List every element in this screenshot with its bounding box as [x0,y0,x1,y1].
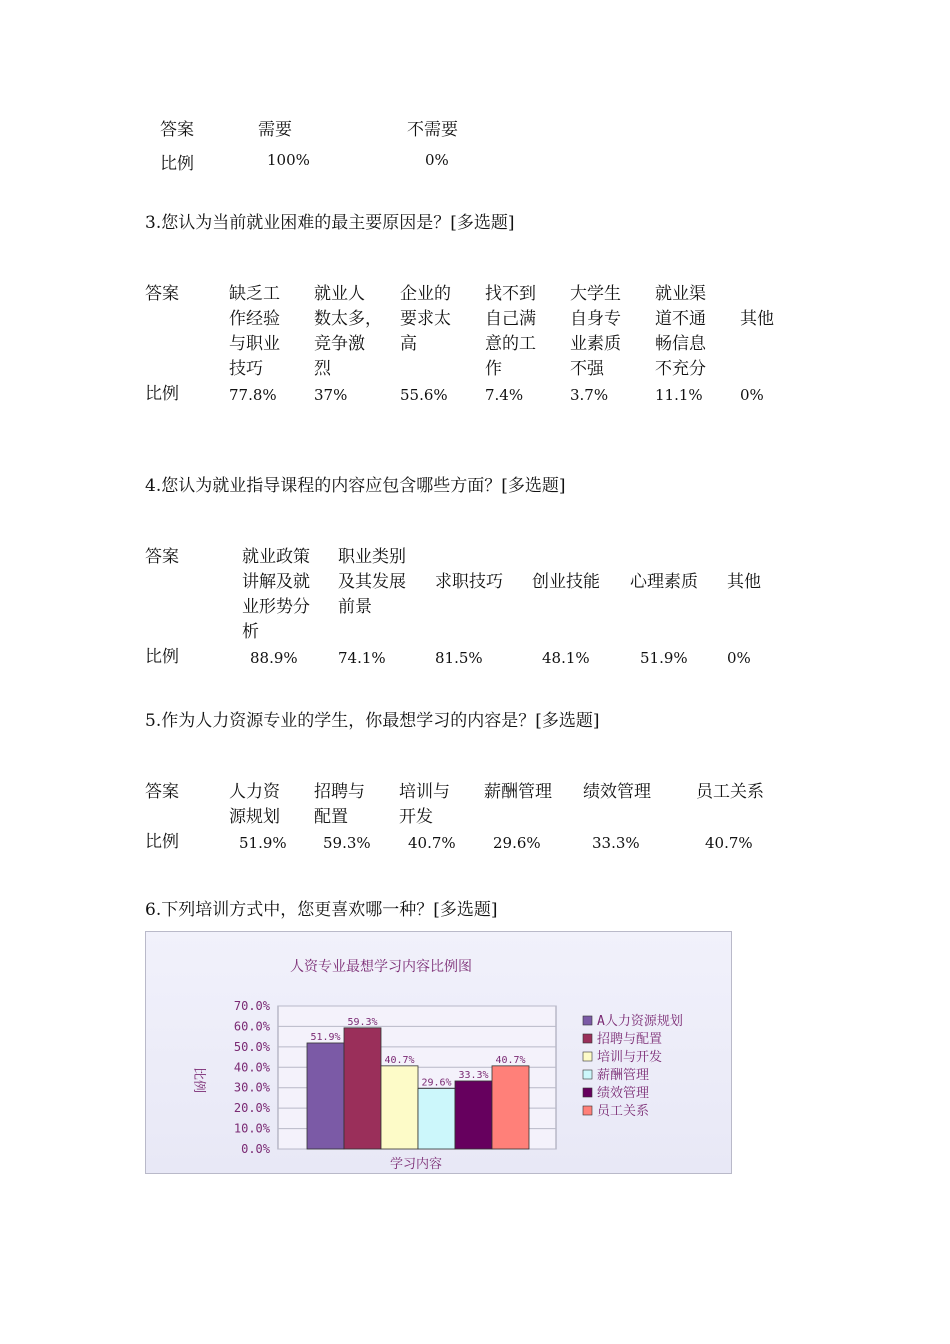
legend-swatch [583,1034,592,1043]
q4-answer-label: 答案 [145,547,179,567]
q4-ratio-label: 比例 [145,647,179,667]
chart-ylabel: 比例 [191,1066,206,1094]
q5-answer-label: 答案 [145,782,179,802]
q3-value: 3.7% [570,386,609,404]
q4-value: 48.1% [542,649,590,667]
q3-option: 就业人 数太多， 竞争激 烈 [314,284,382,379]
q4-option: 其他 [727,572,761,592]
q2-value-need: 100% [267,151,310,169]
q2-option-need: 需要 [258,120,292,140]
q3-value: 7.4% [485,386,524,404]
bar [381,1066,418,1149]
q3-value: 11.1% [655,386,703,404]
bar [455,1081,492,1149]
q5-option: 招聘与 配置 [314,782,365,827]
q3-ratio-label: 比例 [145,384,179,404]
q6-title: 6.下列培训方式中，您更喜欢哪一种？[多选题] [145,900,498,920]
y-tick-label: 70.0% [233,999,270,1013]
q4-option: 心理素质 [630,572,698,592]
q5-option: 人力资 源规划 [229,782,280,827]
q3-option: 缺乏工 作经验 与职业 技巧 [229,284,280,379]
q5-value: 33.3% [592,834,640,852]
q4-value: 51.9% [640,649,688,667]
q5-value: 40.7% [408,834,456,852]
q3-value: 77.8% [229,386,277,404]
bar-value-label: 59.3% [347,1016,378,1028]
q3-option: 就业渠 道不通 畅信息 不充分 [655,284,706,379]
q4-value: 74.1% [338,649,386,667]
y-tick-label: 30.0% [233,1080,270,1095]
legend-label: 薪酬管理 [597,1068,650,1083]
q3-answer-label: 答案 [145,284,179,304]
y-tick-label: 20.0% [233,1101,270,1116]
q4-option: 求职技巧 [435,572,503,592]
q5-option: 薪酬管理 [484,782,552,802]
q3-option: 找不到 自己满 意的工 作 [485,284,536,379]
q3-value: 0% [740,386,764,404]
y-tick-label: 40.0% [233,1060,270,1075]
q3-option: 大学生 自身专 业素质 不强 [570,284,621,379]
q4-option: 创业技能 [532,572,600,592]
y-tick-label: 0.0% [241,1142,270,1156]
bar-value-label: 40.7% [384,1054,415,1066]
legend-label: 绩效管理 [597,1086,650,1101]
bar-value-label: 40.7% [495,1054,526,1066]
bar-value-label: 51.9% [310,1031,341,1043]
y-tick-label: 60.0% [233,1019,270,1034]
legend-label: 培训与开发 [597,1050,663,1065]
legend-swatch [583,1106,592,1115]
q5-value: 59.3% [323,834,371,852]
q4-option: 就业政策 讲解及就 业形势分 析 [242,547,310,642]
legend-swatch [583,1016,592,1025]
chart-xlabel: 学习内容 [389,1157,443,1172]
q2-answer-label: 答案 [160,120,194,140]
bar [418,1089,455,1149]
q2-value-no-need: 0% [425,151,449,169]
bar [492,1066,529,1149]
bar-value-label: 33.3% [458,1069,489,1081]
q5-value: 40.7% [705,834,753,852]
q5-title: 5.作为人力资源专业的学生，你最想学习的内容是？[多选题] [145,711,600,731]
q2-ratio-label: 比例 [160,154,194,174]
bar [344,1028,381,1149]
q5-ratio-label: 比例 [145,832,179,852]
legend-swatch [583,1070,592,1079]
q4-value: 88.9% [250,649,298,667]
legend-label: 员工关系 [597,1104,650,1119]
q5-option: 培训与 开发 [399,782,450,827]
q4-title: 4.您认为就业指导课程的内容应包含哪些方面？[多选题] [145,476,566,496]
bar-value-label: 29.6% [421,1077,452,1089]
q3-value: 37% [314,386,348,404]
chart-title: 人资专业最想学习内容比例图 [290,959,472,975]
bar [307,1043,344,1149]
q3-option: 企业的 要求太 高 [400,284,451,354]
q4-option: 职业类别 及其发展 前景 [338,547,406,617]
legend-label: A人力资源规划 [597,1014,683,1029]
q5-option: 绩效管理 [583,782,651,802]
q5-value: 29.6% [493,834,541,852]
chart-canvas [146,932,733,1175]
q5-value: 51.9% [239,834,287,852]
q5-option: 员工关系 [696,782,764,802]
legend-swatch [583,1088,592,1097]
legend-swatch [583,1052,592,1061]
q2-option-no-need: 不需要 [407,120,458,140]
y-tick-label: 50.0% [233,1039,270,1054]
bar-chart [145,931,732,1174]
legend-label: 招聘与配置 [597,1032,663,1047]
q3-option: 其他 [740,309,774,329]
q3-title: 3.您认为当前就业困难的最主要原因是？[多选题] [145,213,515,233]
q4-value: 0% [727,649,751,667]
q4-value: 81.5% [435,649,483,667]
q3-value: 55.6% [400,386,448,404]
y-tick-label: 10.0% [233,1121,270,1136]
